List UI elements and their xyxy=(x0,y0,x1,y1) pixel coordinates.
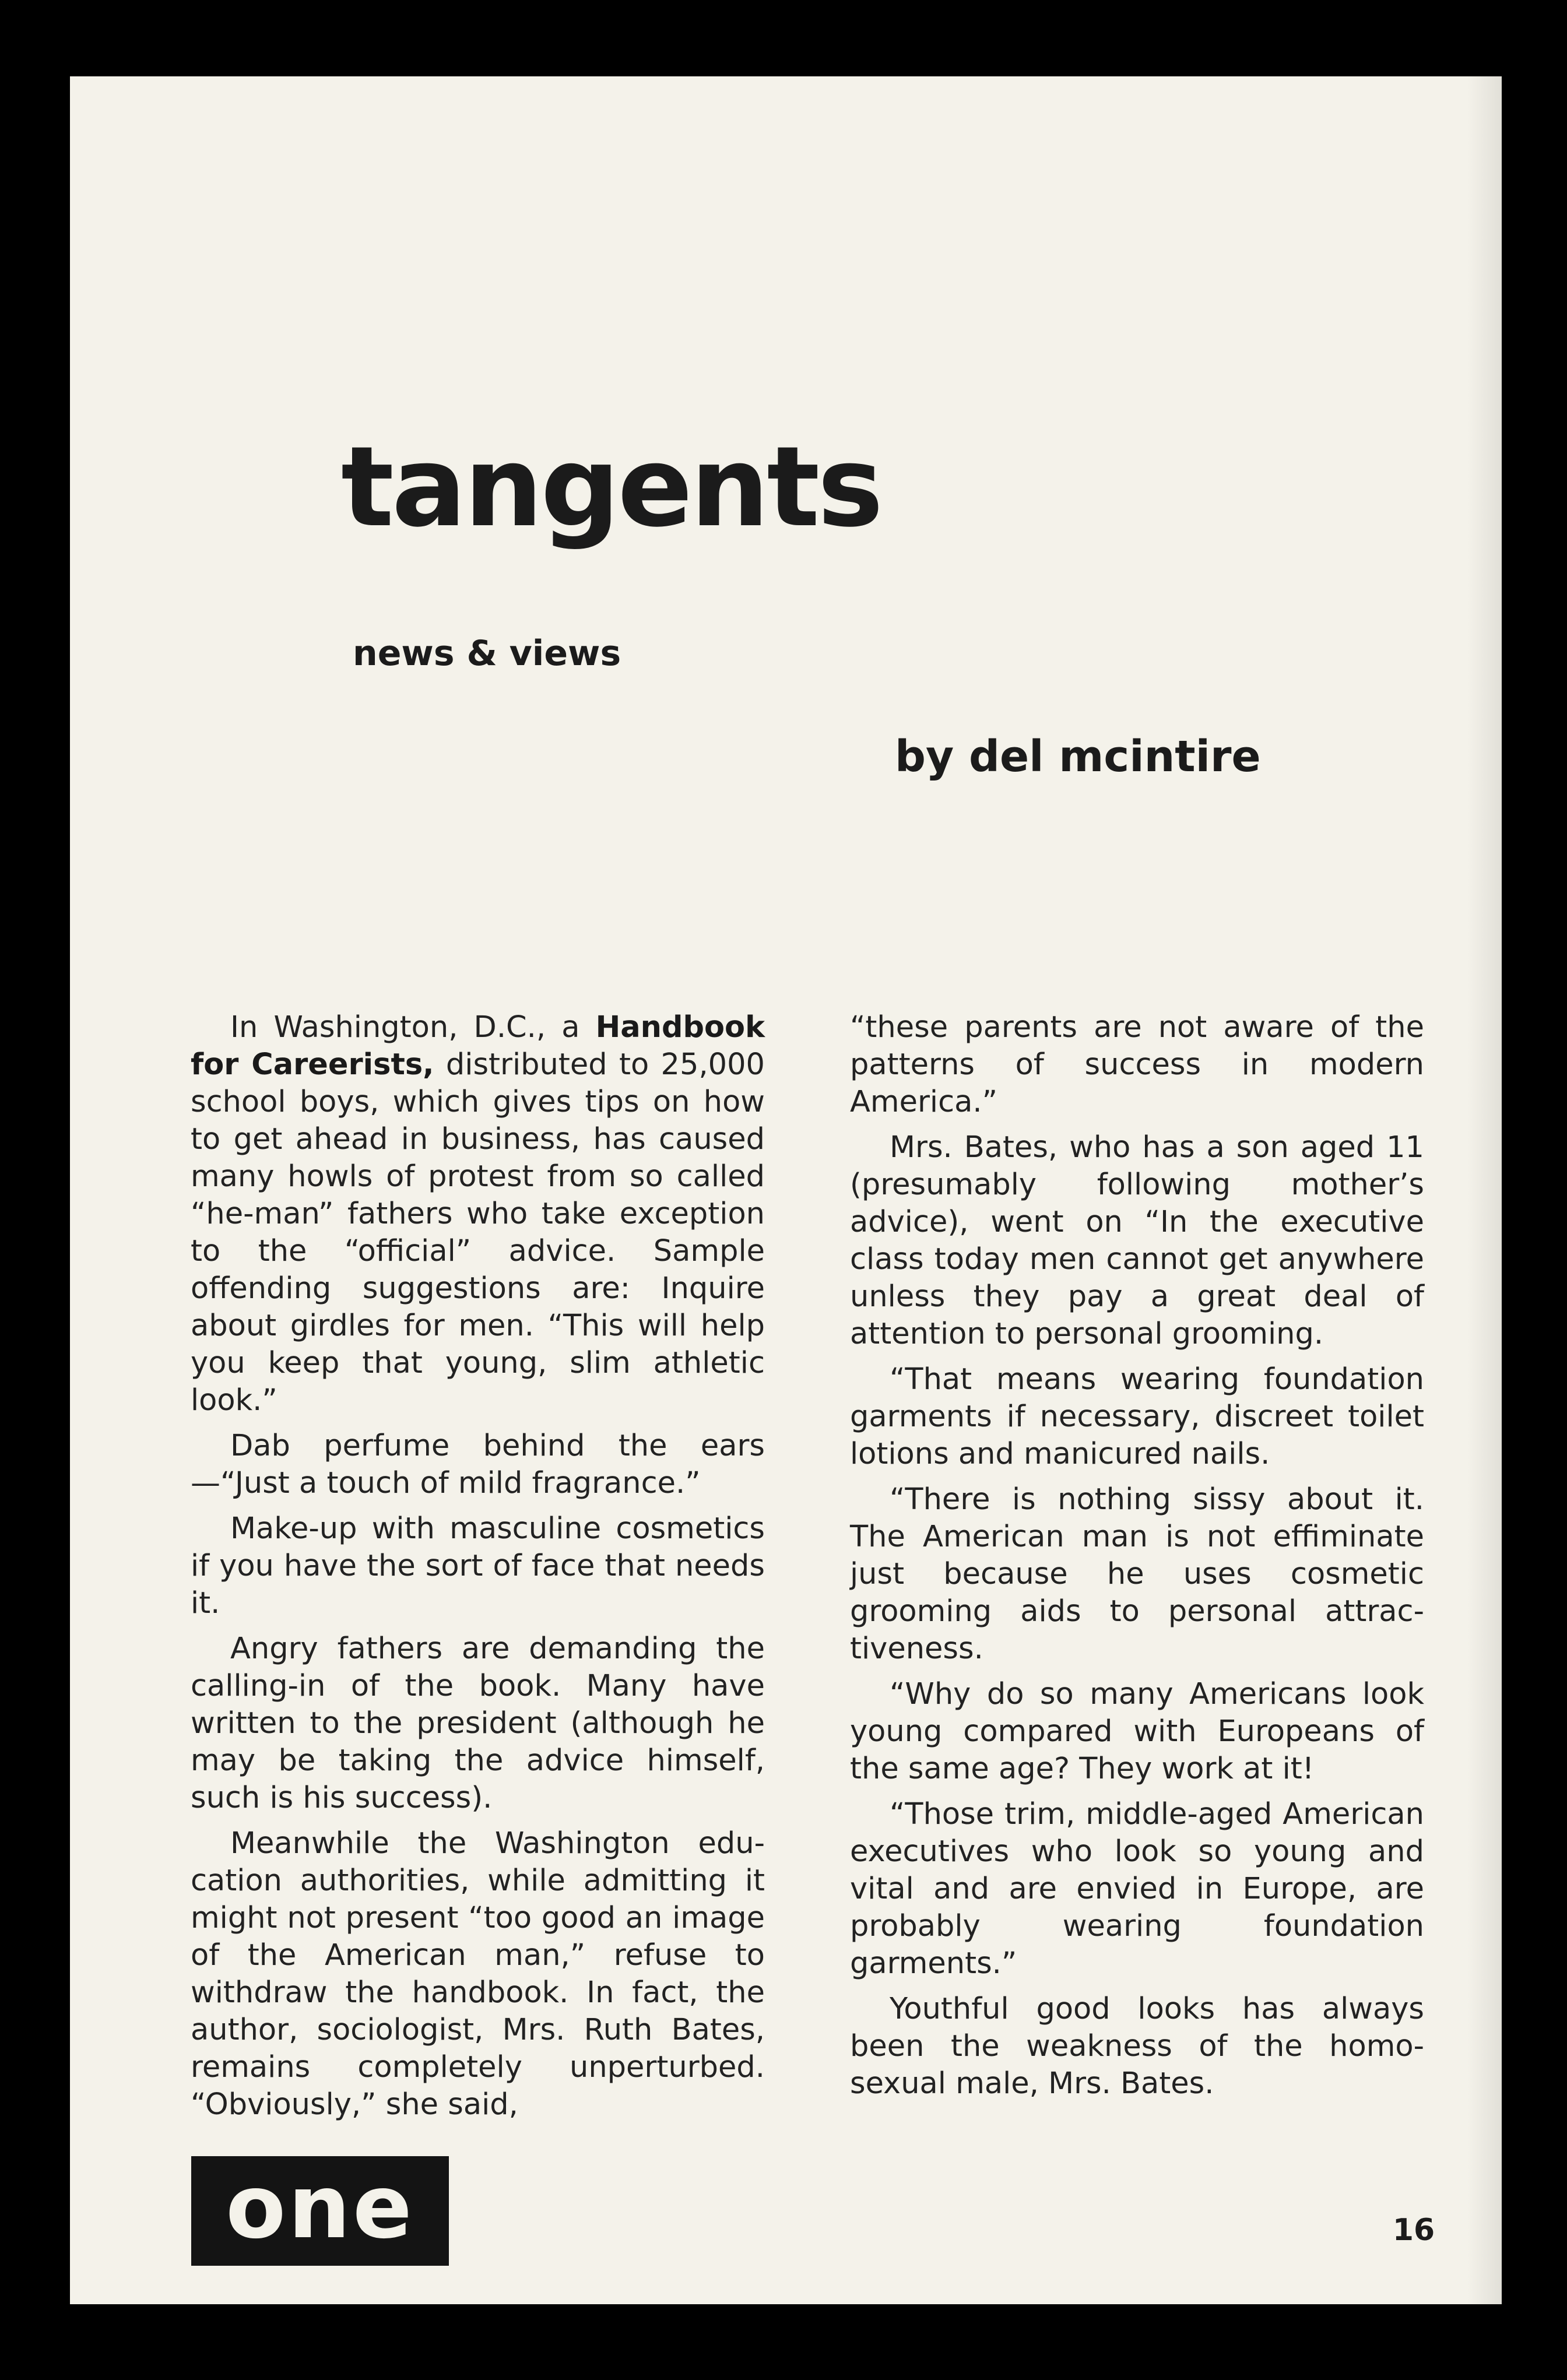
article-subtitle: news & views xyxy=(353,633,621,674)
paragraph: Make-up with masculine cosmetics if you have the sort of face that needs it. xyxy=(191,1511,765,1620)
paragraph-lead-text: In Washington, D.C., a xyxy=(230,1010,596,1045)
paragraph: “There is nothing sissy about it. The American man is not effiminate just because he uses cosmetic grooming aids to personal attractiveness. xyxy=(850,1482,1424,1666)
paragraph xyxy=(191,1009,765,1419)
right-text-column xyxy=(850,1009,1424,2111)
paragraph: Dab perfume behind the ears—“Just a touch of mild fragrance.” xyxy=(191,1429,765,1500)
article-title: tangents xyxy=(341,423,881,551)
logo-text: one xyxy=(226,2157,414,2258)
left-text-column xyxy=(191,1009,765,2132)
article-byline: by del mcintire xyxy=(895,732,1261,782)
paragraph: “That means wearing foundation garments if necessary, discreet toilet lotions and manicured nails. xyxy=(850,1362,1424,1471)
paragraph: “these parents are not aware of the patterns of success in modern America.” xyxy=(850,1010,1424,1119)
paragraph: Mrs. Bates, who has a son aged 11 (presumably following mother’s advice), went on “In the executive class today men cannot get anywhere unless they pay a great deal of attention to personal grooming. xyxy=(850,1130,1424,1351)
paragraph: “Those trim, middle-aged American executives who look so young and vital and are envied in Europe, are probably wearing foundation garments.” xyxy=(850,1797,1424,1981)
magazine-page xyxy=(70,76,1502,2304)
paragraph-text: distributed to 25,000 school boys, which gives tips on how to get ahead in business, has caused many howls of protest from so called “he-man” fathers who take exception to the “official” advice. Sample offending suggestions are: Inquire about girdles for men. “This will help you keep that young, slim athletic look.” xyxy=(191,1047,765,1418)
one-magazine-logo xyxy=(191,2156,449,2266)
handbook-title: Handbook for Careerists, xyxy=(191,1010,765,1082)
page-number: 16 xyxy=(1392,2213,1435,2248)
page-edge-shadow xyxy=(1467,76,1502,2304)
paragraph: Meanwhile the Washington education authorities, while admitting it might not present “too good an image of the American man,” refuse to withdraw the handbook. In fact, the author, sociologist, Mrs. Ruth Bates, remains completely unperturbed. “Obviously,” she said, xyxy=(191,1826,765,2122)
paragraph: Angry fathers are demanding the calling-in of the book. Many have written to the president (although he may be taking the advice himself, such is his success). xyxy=(191,1632,765,1815)
paragraph: Youthful good looks has always been the weakness of the homosexual male, Mrs. Bates. xyxy=(850,1992,1424,2101)
paragraph: “Why do so many Americans look young compared with Europeans of the same age? They work at it! xyxy=(850,1677,1424,1786)
